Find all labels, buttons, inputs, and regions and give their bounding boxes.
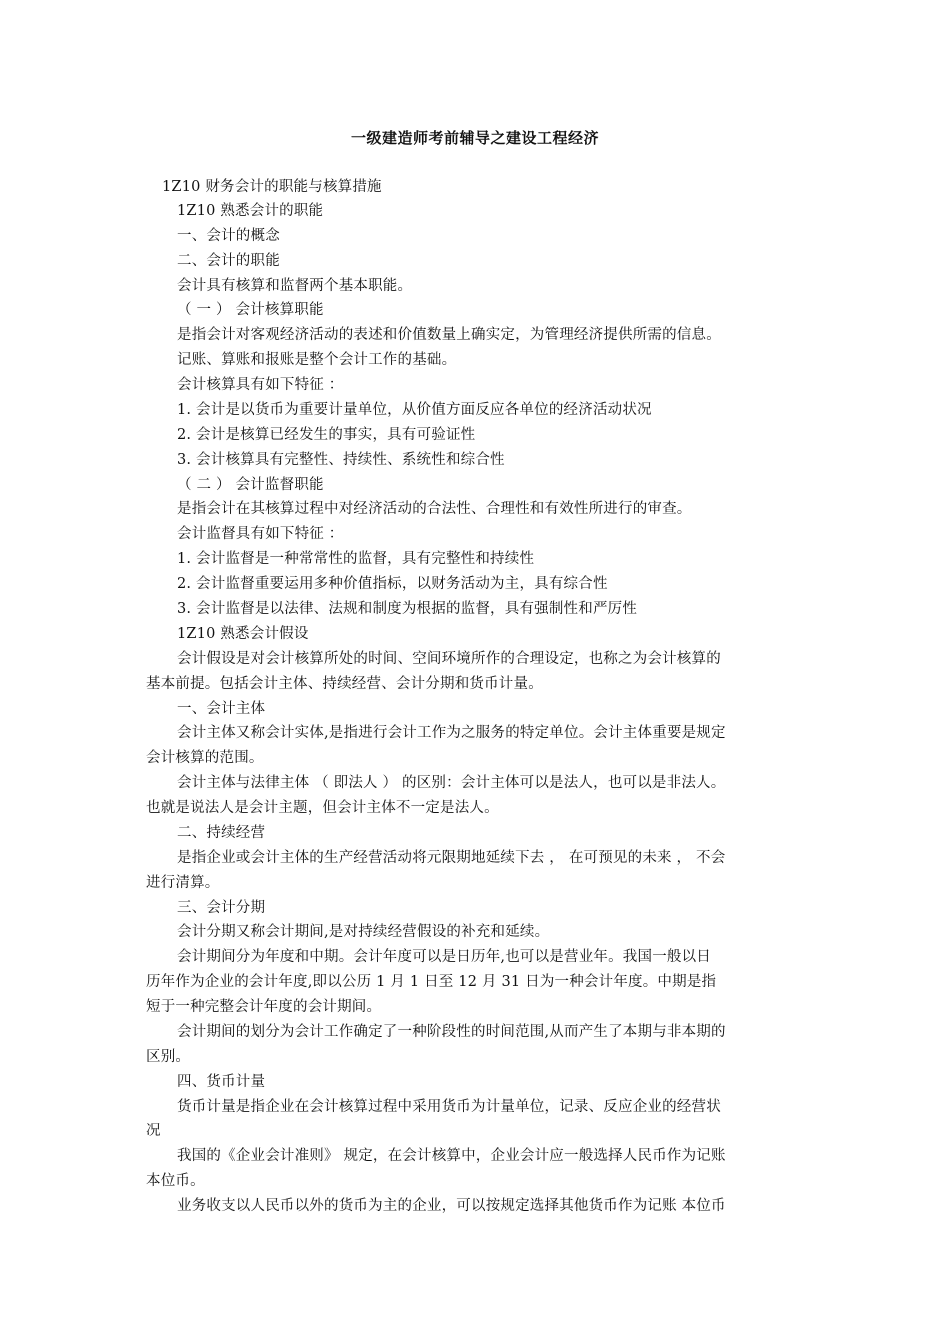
paragraph: 况 [146, 1123, 161, 1139]
paragraph: 本位币。 [146, 1173, 205, 1189]
paragraph: 会计监督具有如下特征 ： [177, 526, 344, 542]
paragraph: 记账、算账和报账是整个会计工作的基础。 [177, 352, 457, 368]
paragraph: 区别。 [146, 1049, 191, 1065]
paragraph: 进行清算。 [146, 875, 220, 891]
list-item: 2. 会计监督重要运用多种价值指标，以财务活动为主，具有综合性 [177, 576, 608, 592]
list-item: 3. 会计核算具有完整性、持续性、系统性和综合性 [177, 452, 505, 468]
list-item: 3. 会计监督是以法律、法规和制度为根据的监督，具有强制性和严厉性 [177, 601, 638, 617]
paragraph: 基本前提。包括会计主体、持续经营、会计分期和货币计量。 [146, 676, 543, 692]
list-item: 1. 会计监督是一种常常性的监督，具有完整性和持续性 [177, 551, 535, 567]
heading: 三、会计分期 [177, 900, 266, 916]
paragraph: 会计假设是对会计核算所处的时间、空间环境所作的合理设定，也称之为会计核算的 [177, 651, 721, 667]
paragraph: 货币计量是指企业在会计核算过程中采用货币为计量单位，记录、反应企业的经营状 [177, 1099, 721, 1115]
paragraph: 会计主体与法律主体 （ 即法人 ） 的区别：会计主体可以是法人，也可以是非法人。 [177, 775, 726, 791]
list-item: 2. 会计是核算已经发生的事实，具有可验证性 [177, 427, 476, 443]
heading: 一、会计的概念 [177, 228, 280, 244]
heading: 二、会计的职能 [177, 253, 280, 269]
paragraph: 会计具有核算和监督两个基本职能。 [177, 278, 413, 294]
paragraph: 会计期间的划分为会计工作确定了一种阶段性的时间范围,从而产生了本期与非本期的 [177, 1024, 726, 1040]
list-item: 1. 会计是以货币为重要计量单位，从价值方面反应各单位的经济活动状况 [177, 402, 652, 418]
heading: 二、持续经营 [177, 825, 266, 841]
heading: （ 二 ） 会计监督职能 [177, 477, 324, 493]
paragraph: 也就是说法人是会计主题，但会计主体不一定是法人。 [146, 800, 499, 816]
heading: （ 一 ） 会计核算职能 [177, 302, 324, 318]
paragraph: 历年作为企业的会计年度,即以公历 1 月 1 日至 12 月 31 日为一种会计年度。中期是指 [146, 974, 717, 990]
subsection-heading: 1Z10 熟悉会计假设 [177, 626, 309, 642]
paragraph: 短于一种完整会计年度的会计期间。 [146, 999, 382, 1015]
document-title: 一级建造师考前辅导之建设工程经济 [350, 129, 599, 147]
heading: 一、会计主体 [177, 701, 266, 717]
subsection-heading: 1Z10 熟悉会计的职能 [177, 203, 324, 219]
paragraph: 是指会计在其核算过程中对经济活动的合法性、合理性和有效性所进行的审查。 [177, 501, 692, 517]
paragraph: 业务收支以人民币以外的货币为主的企业，可以按规定选择其他货币作为记账 本位币 [177, 1198, 726, 1214]
paragraph: 会计主体又称会计实体,是指进行会计工作为之服务的特定单位。会计主体重要是规定 [177, 725, 726, 741]
section-heading: 1Z10 财务会计的职能与核算措施 [162, 179, 382, 195]
paragraph: 我国的《企业会计准则》 规定，在会计核算中，企业会计应一般选择人民币作为记账 [177, 1148, 726, 1164]
heading: 四、货币计量 [177, 1074, 266, 1090]
paragraph: 是指企业或会计主体的生产经营活动将元限期地延续下去 ， 在可预见的未来 ， 不会 [177, 850, 726, 866]
paragraph: 是指会计对客观经济活动的表述和价值数量上确实定，为管理经济提供所需的信息。 [177, 327, 721, 343]
paragraph: 会计核算的范围。 [146, 750, 264, 766]
paragraph: 会计期间分为年度和中期。会计年度可以是日历年,也可以是营业年。我国一般以日 [177, 949, 712, 965]
paragraph: 会计分期又称会计期间,是对持续经营假设的补充和延续。 [177, 924, 550, 940]
paragraph: 会计核算具有如下特征 ： [177, 377, 344, 393]
